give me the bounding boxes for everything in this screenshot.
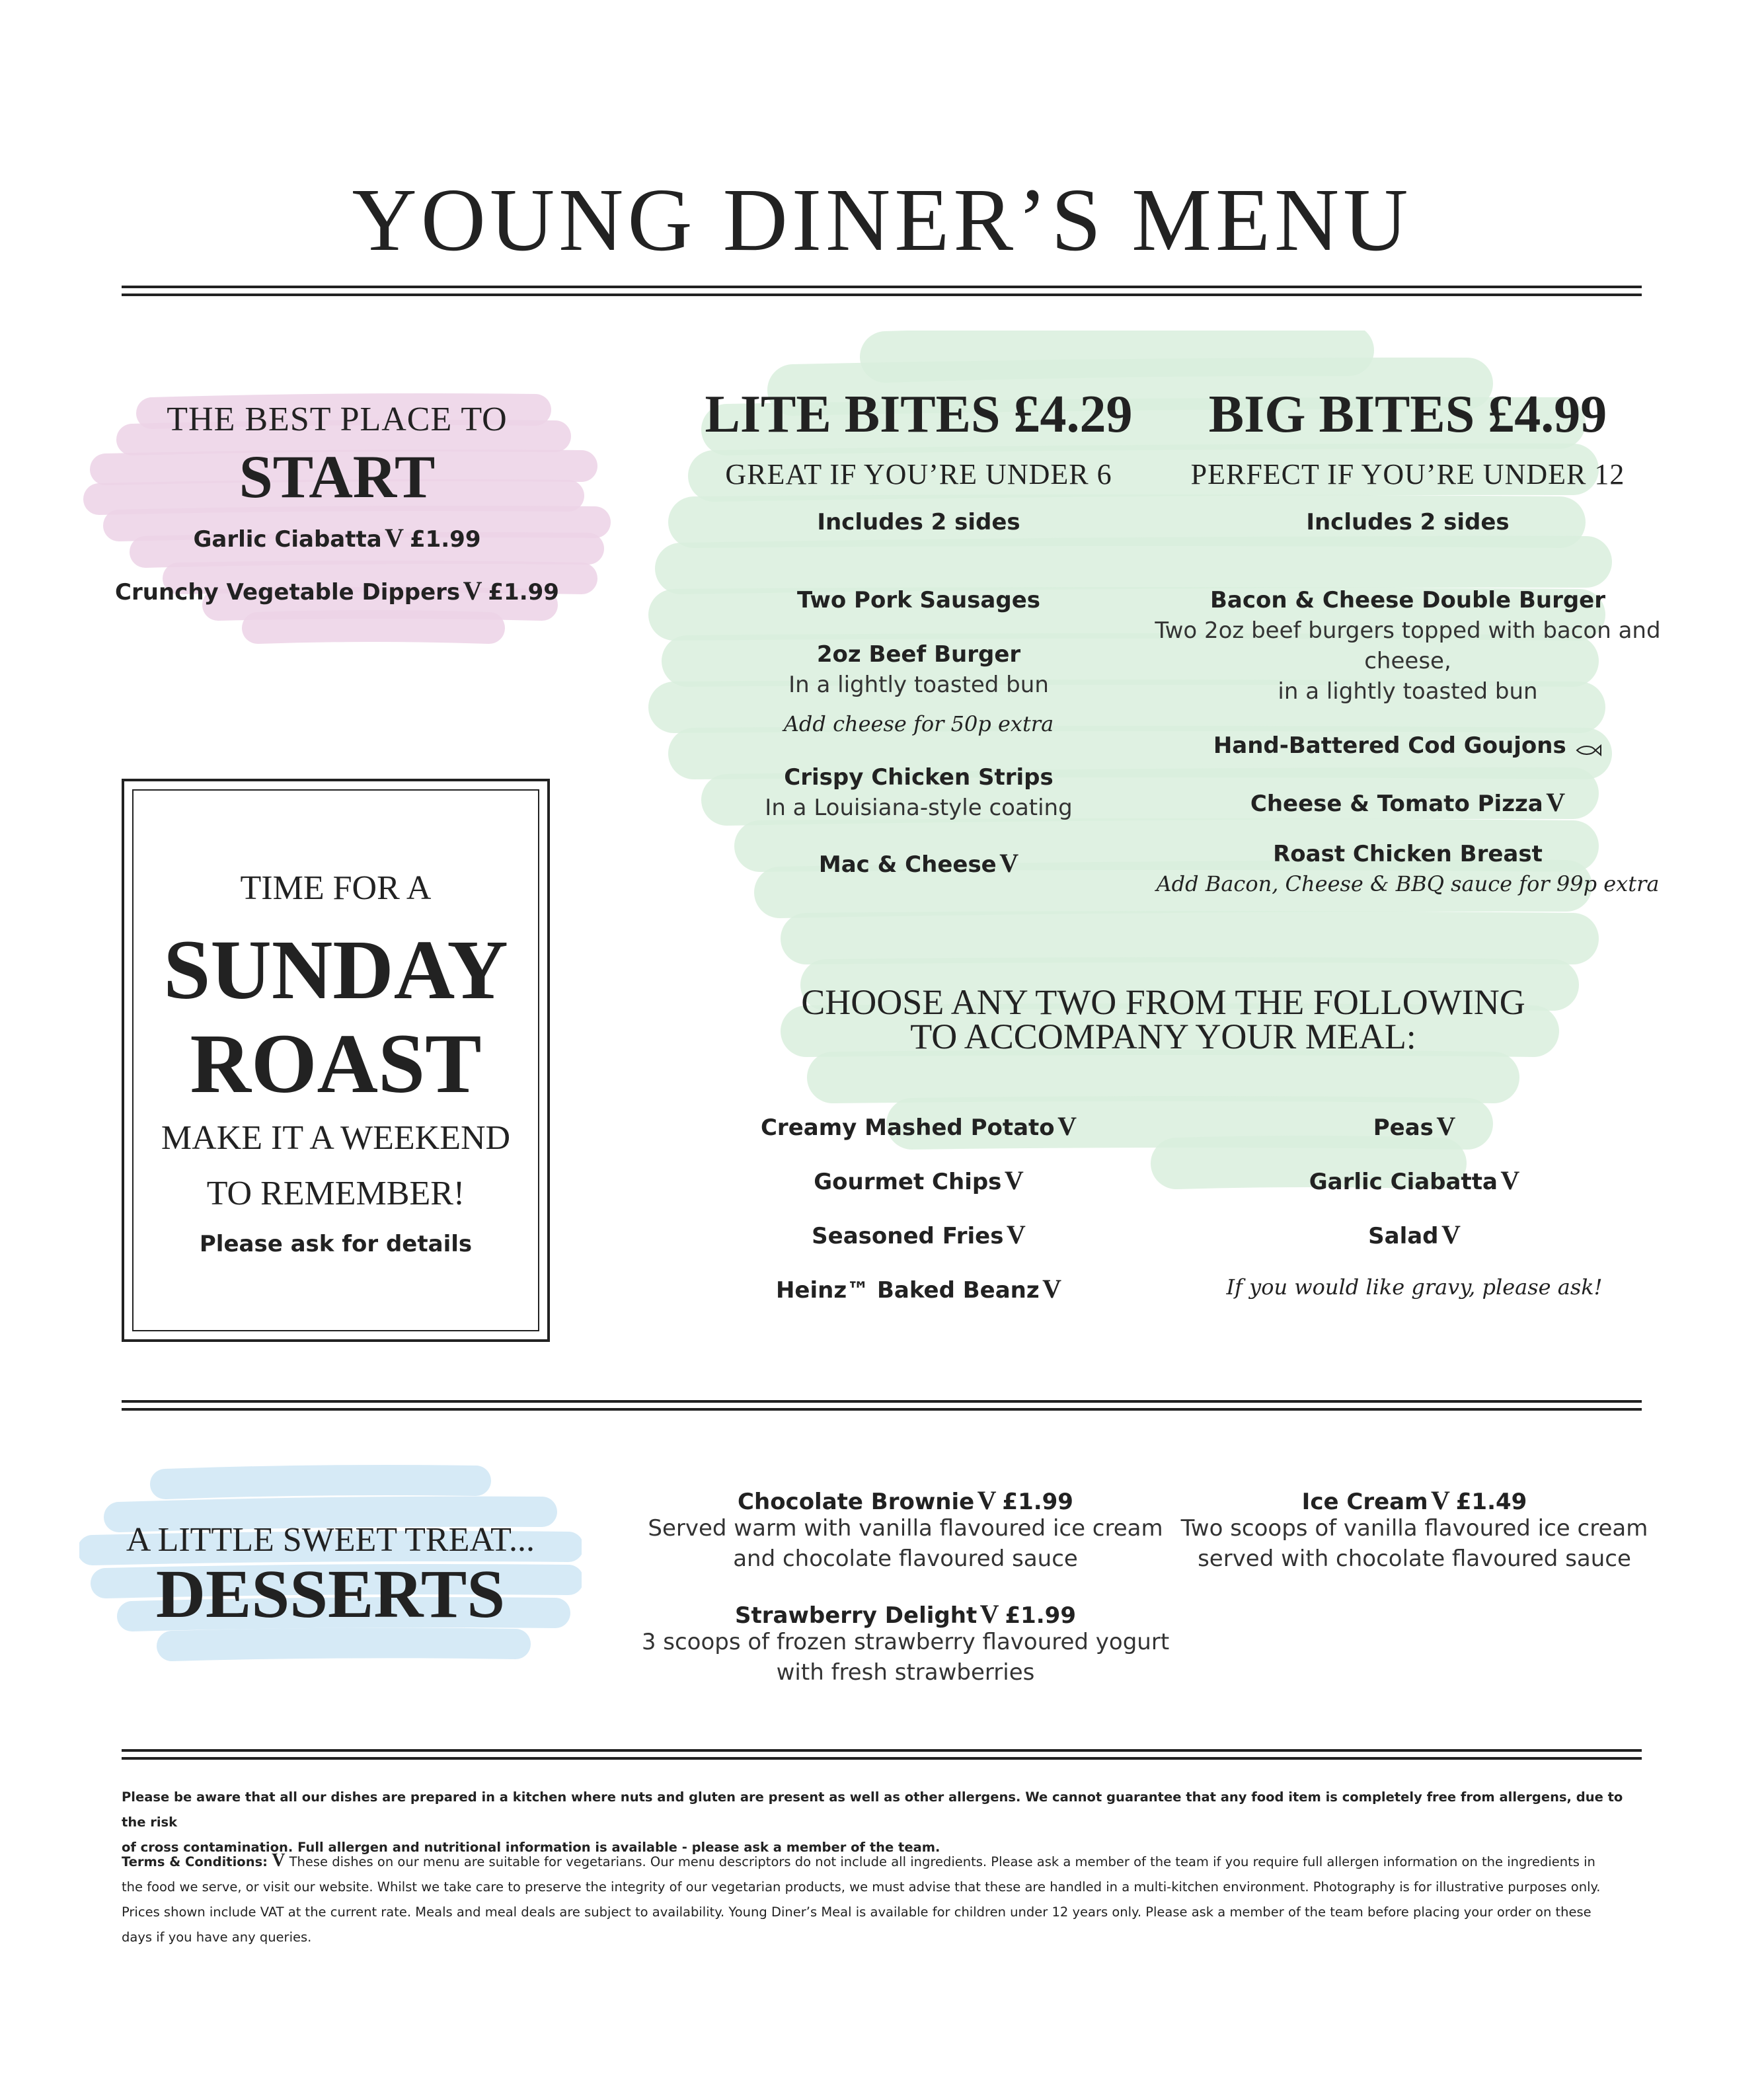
- brush-stroke: [172, 1643, 516, 1646]
- starter-item-name: Garlic Ciabatta: [193, 526, 382, 553]
- dessert-item-price: £1.49: [1455, 1489, 1527, 1515]
- side-item-name: Garlic Ciabatta: [1309, 1169, 1498, 1195]
- lite-item-name: Crispy Chicken Strips: [784, 764, 1054, 791]
- dessert-item-price: £1.99: [1002, 1489, 1073, 1515]
- sunday-kicker: TIME FOR A: [240, 869, 432, 907]
- dessert-item-description: Served warm with vanilla flavoured ice cream: [648, 1515, 1163, 1542]
- terms-line: [122, 1848, 1642, 1875]
- page-title: YOUNG DINER’S MENU: [352, 171, 1412, 270]
- allergen-notice-line: of cross contamination. Full allergen and nutritional information is available - please ask a member of the team.: [122, 1840, 940, 1855]
- sides-heading-line1: CHOOSE ANY TWO FROM THE FOLLOWING: [801, 982, 1525, 1022]
- vegetarian-icon: V: [1441, 1220, 1461, 1249]
- sunday-subheading-line1: MAKE IT A WEEKEND: [161, 1119, 511, 1157]
- vegetarian-icon: V: [1004, 1165, 1024, 1195]
- footer-divider-top: [122, 1749, 1642, 1752]
- big-bites-subheading: PERFECT IF YOU’RE UNDER 12: [1190, 458, 1625, 490]
- vegetarian-icon: V: [979, 1599, 999, 1629]
- sunday-roast-panel: [122, 779, 550, 1342]
- dessert-item-name: Chocolate Brownie: [738, 1489, 975, 1515]
- terms-line: Prices shown include VAT at the current rate. Meals and meal deals are subject to availability. Young Diner’s Meal is available for children under 12 years only. Please ask a member of the team before placing your order on these: [122, 1904, 1591, 1920]
- lite-bites-subheading: GREAT IF YOU’RE UNDER 6: [725, 458, 1112, 490]
- big-item-name: Bacon & Cheese Double Burger: [1209, 587, 1606, 613]
- dessert-item-description: served with chocolate flavoured sauce: [1198, 1546, 1631, 1572]
- big-bites-heading: BIG BITES £4.99: [1208, 385, 1607, 444]
- vegetarian-icon: V: [1057, 1111, 1077, 1141]
- sides-heading-line2: TO ACCOMPANY YOUR MEAL:: [910, 1017, 1416, 1056]
- lite-item-extra: Add cheese for 50p extra: [783, 711, 1054, 736]
- lite-item-name: Mac & Cheese: [818, 851, 997, 878]
- vegetarian-icon: V: [1500, 1165, 1520, 1195]
- dessert-item-price: £1.99: [1005, 1602, 1076, 1629]
- vegetarian-icon: V: [977, 1485, 997, 1515]
- lite-item-description: In a Louisiana-style coating: [765, 795, 1073, 821]
- desserts-left-list: [634, 0, 1176, 1719]
- vegetarian-icon: V: [272, 1850, 286, 1871]
- starter-item-name: Crunchy Vegetable Dippers: [115, 579, 461, 606]
- dessert-item-description: with fresh strawberries: [776, 1659, 1035, 1686]
- dessert-item-description: Two scoops of vanilla flavoured ice cream: [1180, 1515, 1648, 1542]
- big-item-description: Two 2oz beef burgers topped with bacon and: [1155, 617, 1661, 644]
- lite-item-description: In a lightly toasted bun: [788, 672, 1049, 698]
- desserts-heading: DESSERTS: [155, 1556, 506, 1632]
- desserts-right-list: [1163, 0, 1666, 1719]
- vegetarian-icon: V: [1546, 787, 1566, 817]
- vegetarian-icon: V: [1430, 1485, 1450, 1515]
- lite-bites-heading: LITE BITES £4.29: [705, 385, 1133, 444]
- sunday-heading-line1: SUNDAY: [163, 923, 508, 1017]
- lite-item-name: 2oz Beef Burger: [816, 641, 1021, 668]
- gravy-note: If you would like gravy, please ask!: [1226, 1274, 1603, 1300]
- starter-item-price: £1.99: [409, 526, 481, 553]
- sunday-note: Please ask for details: [199, 1231, 473, 1257]
- brush-stroke: [165, 1480, 476, 1484]
- side-item-name: Gourmet Chips: [814, 1169, 1002, 1195]
- sunday-subheading-line2: TO REMEMBER!: [206, 1175, 465, 1212]
- big-item-name: Cheese & Tomato Pizza: [1250, 791, 1543, 817]
- brush-stroke: [119, 1512, 542, 1517]
- footer-divider-bottom: [122, 1757, 1642, 1760]
- terms-line: days if you have any queries.: [122, 1930, 312, 1945]
- terms-text: These dishes on our menu are suitable for vegetarians. Our menu descriptors do not include all ingredients. Please ask a member of the team if you require full allergen information on the ingredients in: [289, 1854, 1595, 1869]
- vegetarian-icon: V: [1436, 1111, 1456, 1141]
- vegetarian-icon: V: [1006, 1220, 1026, 1249]
- vegetarian-icon: V: [999, 848, 1019, 878]
- dessert-item: [634, 1598, 1176, 1629]
- terms-and-conditions: [122, 1848, 1642, 1950]
- side-item-name: Seasoned Fries: [812, 1223, 1004, 1249]
- vegetarian-icon: V: [463, 576, 482, 606]
- sunday-heading-line2: ROAST: [190, 1017, 482, 1111]
- desserts-kicker: A LITTLE SWEET TREAT...: [126, 1521, 535, 1559]
- side-item-name: Salad: [1368, 1223, 1439, 1249]
- terms-label: Terms & Conditions:: [122, 1854, 268, 1869]
- starters-heading: START: [239, 443, 436, 510]
- big-item-extra: Add Bacon, Cheese & BBQ sauce for 99p extra: [1156, 871, 1660, 896]
- dessert-item-description: and chocolate flavoured sauce: [733, 1546, 1078, 1572]
- dessert-item: [1163, 1485, 1666, 1516]
- starter-item: [79, 575, 595, 606]
- big-item-description: cheese,: [1364, 648, 1451, 674]
- big-bites-includes: Includes 2 sides: [1306, 509, 1510, 535]
- starter-item-price: £1.99: [488, 579, 559, 606]
- big-item-description: in a lightly toasted bun: [1278, 678, 1538, 705]
- allergen-notice-line: Please be aware that all our dishes are prepared in a kitchen where nuts and gluten are present as well as other allergens. We cannot guarantee that any food item is completely free from allergens, due to the risk: [122, 1789, 1623, 1830]
- vegetarian-icon: V: [385, 523, 404, 553]
- starter-item: [79, 522, 595, 553]
- vegetarian-icon: V: [1042, 1274, 1062, 1304]
- side-item-name: Heinz™ Baked Beanz: [775, 1277, 1040, 1304]
- dessert-item-name: Ice Cream: [1301, 1489, 1428, 1515]
- lite-bites-includes: Includes 2 sides: [817, 509, 1020, 535]
- dessert-item-description: 3 scoops of frozen strawberry flavoured yogurt: [641, 1629, 1170, 1655]
- big-item-name: Roast Chicken Breast: [1273, 841, 1543, 867]
- side-item-name: Peas: [1373, 1115, 1434, 1141]
- lite-item-name: Two Pork Sausages: [796, 587, 1040, 613]
- dessert-item-name: Strawberry Delight: [735, 1602, 978, 1629]
- terms-line: the food we serve, or visit our website. Whilst we take care to preserve the integrity of our vegetarian products, we must advise that these are handled in a multi-kitchen environment. Photography is for illustrative purposes only.: [122, 1879, 1601, 1895]
- starters-kicker: THE BEST PLACE TO: [167, 401, 508, 438]
- dessert-item: [634, 1485, 1176, 1516]
- side-item-name: Creamy Mashed Potato: [760, 1115, 1055, 1141]
- big-item-name: Hand-Battered Cod Goujons: [1213, 732, 1566, 759]
- brush-stroke: [258, 626, 489, 628]
